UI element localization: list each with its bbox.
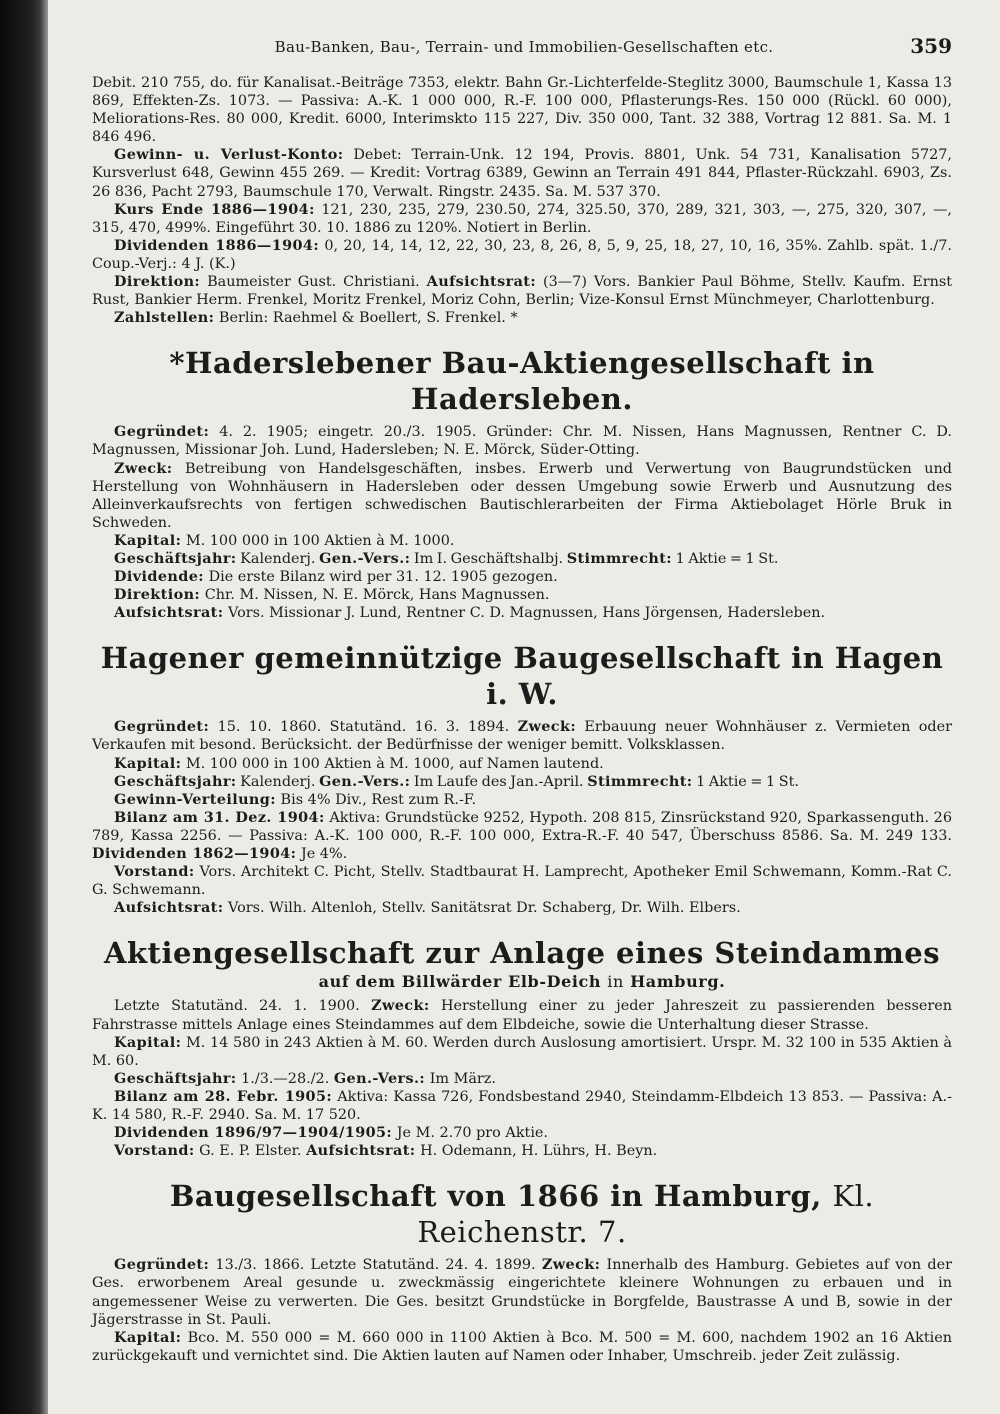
hg-gj-label: Geschäftsjahr: bbox=[114, 772, 237, 790]
hd-direktion-label: Direktion: bbox=[114, 586, 201, 604]
bg-zweck-text: Innerhalb des Hamburg. Gebietes auf von der Ges. erworbenem Areal gesunde u. zweckmässig eingerichtete kleinere Wohnungen zu erbauen und in angemessener Weise zu verwerten. Die Ges. besitzt Grundstücke in Borgfelde, Baustrasse A und B, sowie in der Jägerstrasse in St. Pauli. bbox=[92, 1257, 953, 1328]
hg-gegr-paragraph bbox=[92, 718, 952, 754]
prev-direktion-label: Direktion: bbox=[114, 273, 201, 291]
hd-gegr-paragraph bbox=[92, 423, 952, 459]
sd-gv-label: Gen.-Vers.: bbox=[333, 1069, 426, 1087]
sd-div-text: Je M. 2.70 pro Aktie. bbox=[396, 1125, 549, 1142]
entry-hagener bbox=[92, 640, 952, 917]
bg-title: Baugesellschaft von 1866 in Hamburg, bbox=[169, 1179, 822, 1214]
hg-stimm-label: Stimmrecht: bbox=[587, 772, 693, 790]
bg-gegr-paragraph bbox=[92, 1256, 952, 1328]
entry-haderslebener bbox=[92, 345, 952, 622]
hg-kapital-text: M. 100 000 in 100 Aktien à M. 1000, auf Namen lautend. bbox=[185, 755, 604, 772]
sd-zweck-text: Herstellung einer zu jeder Jahreszeit zu passierenden besseren Fahrstrasse mittels Anlage eines Steindammes auf dem Elbdeiche, sowie die Unterhaltung dieser Strasse. bbox=[92, 998, 953, 1033]
hd-dividende-text: Die erste Bilanz wird per 31. 12. 1905 gezogen. bbox=[208, 569, 558, 586]
prev-direktion-paragraph bbox=[92, 273, 952, 309]
bg-zweck-label: Zweck: bbox=[541, 1256, 601, 1274]
hg-div-label: Dividenden 1862—1904: bbox=[92, 845, 297, 862]
hd-gj-text: Kalenderj. bbox=[240, 550, 316, 567]
sd-gj-paragraph bbox=[92, 1070, 952, 1088]
running-title: Bau-Banken, Bau-, Terrain- und Immobilien-Gesellschaften etc. bbox=[274, 38, 774, 56]
page-content bbox=[92, 74, 952, 1365]
sd-aufsicht-label: Aufsichtsrat: bbox=[306, 1142, 416, 1160]
bg-kapital-label: Kapital: bbox=[114, 1328, 182, 1346]
hg-vorstand-text: Vors. Architekt C. Picht, Stellv. Stadtbaurat H. Lamprecht, Apotheker Emil Schwemann, Komm.-Rat C. G. Schwemann. bbox=[92, 864, 952, 899]
hg-aufsicht-paragraph bbox=[92, 899, 952, 917]
hd-aufsicht-paragraph bbox=[92, 604, 952, 622]
hg-gegr-label: Gegründet: bbox=[114, 718, 210, 736]
bg-kapital-text: Bco. M. 550 000 = M. 660 000 in 1100 Aktien à Bco. M. 500 = M. 600, nachdem 1902 an 16 Aktien zurückgekauft und vernichtet sind. Die Aktien lauten auf Namen oder Inhaber, Umschreib. jeder Zeit zulässig. bbox=[92, 1329, 952, 1364]
hd-dividende-label: Dividende: bbox=[114, 568, 204, 586]
sd-statut-paragraph bbox=[92, 997, 952, 1033]
sd-vorstand-label: Vorstand: bbox=[114, 1142, 195, 1160]
sd-vorstand-paragraph bbox=[92, 1142, 952, 1160]
hg-bilanz-paragraph bbox=[92, 809, 952, 863]
book-binding-edge bbox=[0, 0, 48, 1414]
sd-gj-text: 1./3.—28./2. bbox=[241, 1070, 330, 1087]
prev-zahl-label: Zahlstellen: bbox=[114, 309, 215, 327]
prev-div-paragraph bbox=[92, 237, 952, 273]
entry-baugesellschaft-1866 bbox=[92, 1178, 952, 1365]
sd-statut-text: Letzte Statutänd. 24. 1. 1900. bbox=[114, 998, 360, 1015]
sd-bilanz-label: Bilanz am 28. Febr. 1905: bbox=[114, 1087, 333, 1105]
hd-zweck-paragraph bbox=[92, 460, 952, 532]
entry-title-hagener: Hagener gemeinnützige Baugesellschaft in Hagen i. W. bbox=[100, 641, 944, 712]
hd-stimm-text: 1 Aktie = 1 St. bbox=[675, 550, 779, 567]
prev-direktion-text: Baumeister Gust. Christiani. bbox=[207, 274, 420, 291]
bg-title-addr: Kl. Reichenstr. 7. bbox=[417, 1179, 875, 1250]
hg-aufsicht-text: Vors. Wilh. Altenloh, Stellv. Sanitätsrat Dr. Schaberg, Dr. Wilh. Elbers. bbox=[228, 900, 741, 917]
hg-bilanz-text: Aktiva: Grundstücke 9252, Hypoth. 208 815, Zinsrückstand 920, Sparkassenguth. 26 789, Kassa 2256. — Passiva: A.-K. 100 000, R.-F. 100 000, Extra-R.-F. 40 547, Überschuss 8586. Sa. M. 249 133. bbox=[92, 809, 952, 844]
sd-div-label: Dividenden 1896/97—1904/1905: bbox=[114, 1124, 393, 1142]
hg-gewinn-text: Bis 4% Div., Rest zum R.-F. bbox=[280, 791, 477, 808]
hg-vorstand-label: Vorstand: bbox=[114, 863, 195, 881]
prev-entry bbox=[92, 74, 952, 327]
bg-kapital-paragraph bbox=[92, 1329, 952, 1365]
prev-aufsicht-label: Aufsichtsrat: bbox=[426, 273, 537, 291]
sd-vorstand-text: G. E. P. Elster. bbox=[199, 1143, 302, 1160]
prev-debit-text: Debit. 210 755, do. für Kanalisat.-Beiträge 7353, elektr. Bahn Gr.-Lichterfelde-Steglitz 3000, Baumschule 1, Kassa 13 869, Effekten-Zs. 1073. — Passiva: A.-K. 1 000 000, R.-F. 100 000, Pflasterungs-Res. 150 000 (Rückl. 60 000), Meliorations-Res. 80 000, Kredit. 6000, Interimskto 115 227, Div. 350 000, Tant. 32 388, Vortrag 12 881. Sa. M. 1 846 496. bbox=[92, 75, 952, 146]
hg-kapital-label: Kapital: bbox=[114, 754, 182, 772]
sd-kapital-paragraph bbox=[92, 1034, 952, 1070]
sd-subtitle-pre: auf dem Billwärder Elb-Deich bbox=[318, 972, 602, 992]
hg-div-text: Je 4%. bbox=[300, 846, 348, 862]
sd-gj-label: Geschäftsjahr: bbox=[114, 1069, 237, 1087]
entry-steindamm bbox=[92, 935, 952, 1160]
hg-gewinn-paragraph bbox=[92, 791, 952, 809]
bg-gegr-label: Gegründet: bbox=[114, 1256, 210, 1274]
hd-kapital-text: M. 100 000 in 100 Aktien à M. 1000. bbox=[185, 532, 455, 549]
hg-gv-label: Gen.-Vers.: bbox=[319, 772, 411, 790]
hg-vorstand-paragraph bbox=[92, 863, 952, 899]
prev-kurs-text: 121, 230, 235, 279, 230.50, 274, 325.50, 370, 289, 321, 303, —, 275, 320, 307, —, 315, 470, 499%. Eingeführt 30. 10. 1886 zu 120%. Notiert in Berlin. bbox=[92, 201, 952, 236]
sd-aufsicht-text: H. Odemann, H. Lührs, H. Beyn. bbox=[420, 1143, 658, 1160]
hg-gj-text: Kalenderj. bbox=[240, 773, 316, 790]
page-number: 359 bbox=[910, 34, 952, 58]
entry-title-baugesellschaft-1866 bbox=[92, 1178, 952, 1250]
hd-gv-text: Im I. Geschäftshalbj. bbox=[413, 550, 564, 567]
hd-gj-paragraph bbox=[92, 550, 952, 568]
entry-title-steindamm: Aktiengesellschaft zur Anlage eines Steindammes bbox=[103, 936, 941, 971]
hg-aufsicht-label: Aufsichtsrat: bbox=[114, 899, 224, 917]
hd-direktion-paragraph bbox=[92, 586, 952, 604]
sd-gv-text: Im März. bbox=[429, 1070, 496, 1087]
hd-kapital-paragraph bbox=[92, 532, 952, 550]
hd-aufsicht-text: Vors. Missionar J. Lund, Rentner C. D. Magnussen, Hans Jörgensen, Hadersleben. bbox=[228, 605, 826, 622]
running-header bbox=[48, 32, 1000, 72]
hg-stimm-text: 1 Aktie = 1 St. bbox=[696, 773, 799, 790]
hd-gegr-label: Gegründet: bbox=[114, 423, 210, 441]
sd-bilanz-text: Aktiva: Kassa 726, Fondsbestand 2940, Steindamm-Elbdeich 13 853. — Passiva: A.-K. 14 580, R.-F. 2940. Sa. M. 17 520. bbox=[92, 1088, 952, 1124]
sd-kapital-label: Kapital: bbox=[114, 1033, 182, 1051]
prev-gv-text: Debet: Terrain-Unk. 12 194, Provis. 8801, Unk. 54 731, Kanalisation 5727, Kursverlust 648, Gewinn 455 269. — Kredit: Vortrag 6389, Gewinn an Terrain 491 844, Pflaster-Rückzahl. 6903, Zs. 26 836, Pacht 2793, Baumschule 170, Verwalt. Ringstr. 2435. Sa. M. 537 370. bbox=[92, 147, 953, 200]
hd-aufsicht-label: Aufsichtsrat: bbox=[114, 604, 224, 622]
hg-kapital-paragraph bbox=[92, 755, 952, 773]
sd-kapital-text: M. 14 580 in 243 Aktien à M. 60. Werden durch Auslosung amortisiert. Urspr. M. 32 100 in 535 Aktien à M. 60. bbox=[92, 1034, 952, 1069]
prev-gv-label: Gewinn- u. Verlust-Konto: bbox=[114, 146, 344, 164]
prev-zahl-paragraph bbox=[92, 309, 952, 327]
prev-kurs-label: Kurs Ende 1886—1904: bbox=[114, 200, 315, 218]
hg-gegr-text: 15. 10. 1860. Statutänd. 16. 3. 1894. bbox=[217, 719, 510, 736]
entry-subtitle-steindamm bbox=[92, 973, 952, 991]
hd-gj-label: Geschäftsjahr: bbox=[114, 549, 237, 567]
hd-dividende-paragraph bbox=[92, 568, 952, 586]
hd-zweck-text: Betreibung von Handelsgeschäften, insbes. Erwerb und Verwertung von Baugrundstücken und Herstellung von Wohnhäusern in Hadersleben oder dessen Umgebung sowie Erwerb und Ausnutzung des Alleinverkaufsrechts von fertigen schwedischen Bautischlerarbeiten der Firma Aktiebolaget Hörle Bruk in Schweden. bbox=[92, 460, 953, 531]
prev-kurs-paragraph bbox=[92, 201, 952, 237]
sd-bilanz-paragraph bbox=[92, 1088, 952, 1124]
prev-zahl-text: Berlin: Raehmel & Boellert, S. Frenkel. bbox=[218, 310, 506, 327]
prev-div-label: Dividenden 1886—1904: bbox=[114, 236, 320, 254]
hd-direktion-text: Chr. M. Nissen, N. E. Mörck, Hans Magnussen. bbox=[204, 587, 550, 604]
hg-zweck-text: Erbauung neuer Wohnhäuser z. Vermieten oder Verkaufen mit besond. Berücksicht. der Bedürfnisse der weniger bemitt. Volksklassen. bbox=[92, 719, 952, 754]
hd-stimm-label: Stimmrecht: bbox=[566, 549, 673, 567]
sd-zweck-label: Zweck: bbox=[371, 997, 430, 1015]
book-page bbox=[48, 0, 1000, 1414]
hg-zweck-label: Zweck: bbox=[517, 718, 577, 736]
sd-div-paragraph bbox=[92, 1124, 952, 1142]
prev-aufsicht-text: (3—7) Vors. Bankier Paul Böhme, Stellv. Kaufm. Ernst Rust, Bankier Herm. Frenkel, Moritz Frenkel, Moriz Cohn, Berlin; Vize-Konsul Ernst Münchmeyer, Charlottenburg. bbox=[92, 274, 953, 309]
hg-gv-text: Im Laufe des Jan.-April. bbox=[413, 773, 584, 790]
entry-title-haderslebener: *Haderslebener Bau-Aktiengesellschaft in Hadersleben. bbox=[169, 346, 875, 417]
hd-gv-label: Gen.-Vers.: bbox=[319, 549, 411, 567]
hd-kapital-label: Kapital: bbox=[114, 531, 182, 549]
hd-zweck-label: Zweck: bbox=[114, 459, 173, 477]
sd-subtitle-city: Hamburg. bbox=[630, 972, 726, 992]
prev-gv-paragraph bbox=[92, 146, 952, 200]
hg-gewinn-label: Gewinn-Verteilung: bbox=[114, 790, 276, 808]
prev-div-text: 0, 20, 14, 14, 12, 22, 30, 23, 8, 26, 8, 5, 9, 25, 18, 27, 10, 16, 35%. Zahlb. spät. 1./7. Coup.-Verj.: 4 J. (K.) bbox=[92, 237, 952, 272]
sd-subtitle-in: in bbox=[607, 972, 624, 992]
hg-bilanz-label: Bilanz am 31. Dez. 1904: bbox=[114, 808, 325, 826]
bg-gegr-text: 13./3. 1866. Letzte Statutänd. 24. 4. 1899. bbox=[215, 1257, 536, 1274]
hd-gegr-text: 4. 2. 1905; eingetr. 20./3. 1905. Gründer: Chr. M. Nissen, Hans Magnussen, Rentner C. D. Magnussen, Missionar Joh. Lund, Hadersleben; N. E. Mörck, Süder-Otting. bbox=[92, 424, 952, 459]
prev-asterisk: * bbox=[510, 310, 518, 327]
hg-gj-paragraph bbox=[92, 773, 952, 791]
